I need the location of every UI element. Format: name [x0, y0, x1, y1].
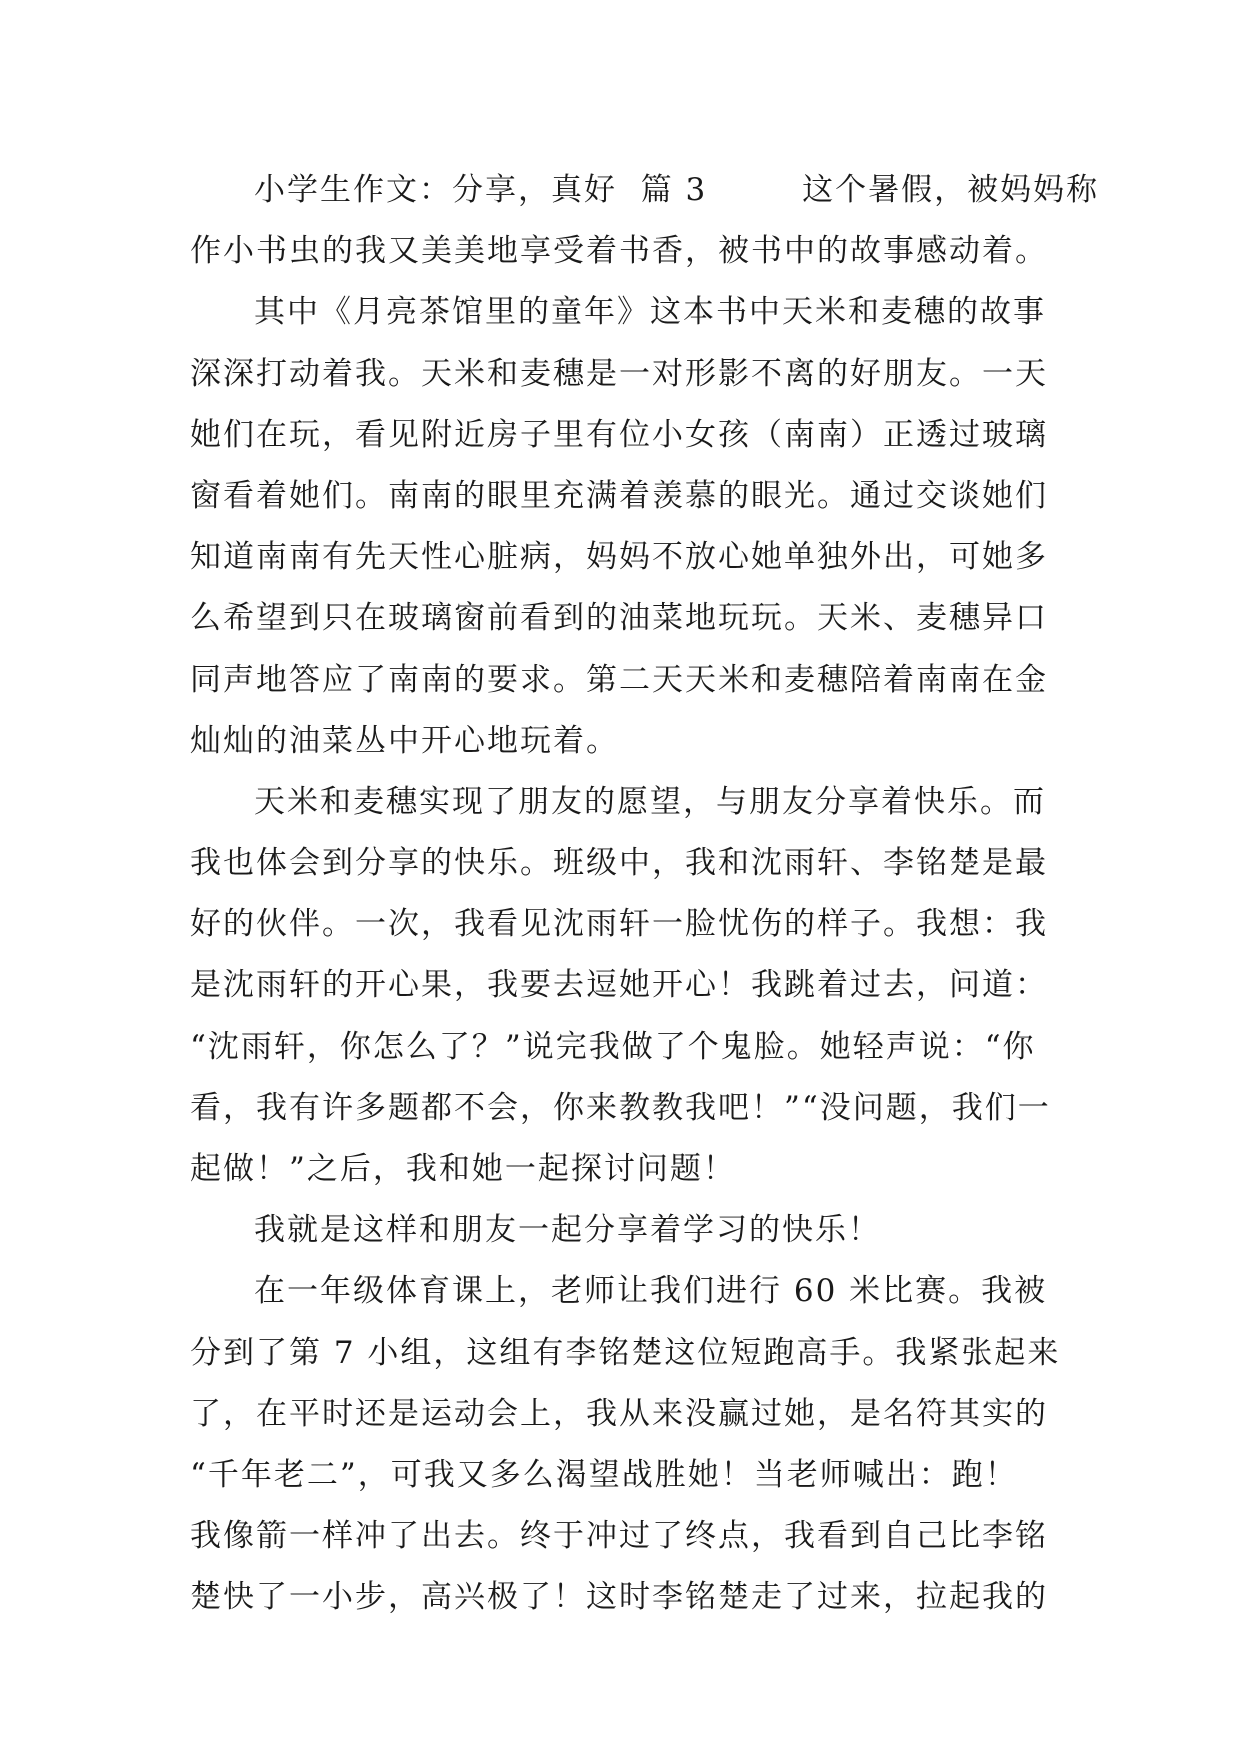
text-line: 小学生作文：分享，真好 篇 3 这个暑假，被妈妈称 [254, 172, 1100, 208]
text-line: 在一年级体育课上，老师让我们进行 60 米比赛。我被 [254, 1273, 1048, 1310]
text-line: 同声地答应了南南的要求。第二天天米和麦穗陪着南南在金 [190, 661, 1048, 698]
text-line: 楚快了一小步，高兴极了！这时李铭楚走了过来，拉起我的 [190, 1579, 1048, 1616]
text-line: 了，在平时还是运动会上，我从来没赢过她，是名符其实的 [190, 1395, 1048, 1432]
text-line: 知道南南有先天性心脏病，妈妈不放心她单独外出，可她多 [190, 539, 1048, 576]
text-line: “沈雨轩，你怎么了？”说完我做了个鬼脸。她轻声说：“你 [190, 1028, 1036, 1065]
text-line: 灿灿的油菜丛中开心地玩着。 [190, 722, 619, 759]
text-line: 好的伙伴。一次，我看见沈雨轩一脸忧伤的样子。我想：我 [190, 906, 1048, 943]
text-line: 是沈雨轩的开心果，我要去逗她开心！我跳着过去，问道： [190, 967, 1048, 1004]
text-line: 起做！”之后，我和她一起探讨问题！ [190, 1151, 736, 1187]
text-line: 作小书虫的我又美美地享受着书香，被书中的故事感动着。 [190, 233, 1048, 270]
text-line: 其中《月亮茶馆里的童年》这本书中天米和麦穗的故事 [254, 294, 1046, 331]
essay-body [190, 160, 1100, 1629]
text-line: “千年老二”，可我又多么渴望战胜她！当老师喊出：跑！ [190, 1456, 1018, 1493]
text-line: 天米和麦穗实现了朋友的愿望，与朋友分享着快乐。而 [254, 783, 1046, 820]
text-line: 么希望到只在玻璃窗前看到的油菜地玩玩。天米、麦穗异口 [190, 600, 1048, 637]
text-line: 她们在玩，看见附近房子里有位小女孩（南南）正透过玻璃 [190, 416, 1048, 453]
text-line: 窗看着她们。南南的眼里充满着羡慕的眼光。通过交谈她们 [190, 477, 1048, 514]
text-line: 分到了第 7 小组，这组有李铭楚这位短跑高手。我紧张起来 [190, 1334, 1061, 1371]
text-line: 我也体会到分享的快乐。班级中，我和沈雨轩、李铭楚是最 [190, 845, 1048, 882]
text-line: 看，我有许多题都不会，你来教教我吧！”“没问题，我们一 [190, 1089, 1051, 1126]
text-line: 深深打动着我。天米和麦穗是一对形影不离的好朋友。一天 [190, 355, 1048, 392]
text-line: 我就是这样和朋友一起分享着学习的快乐！ [254, 1212, 881, 1249]
text-line: 我像箭一样冲了出去。终于冲过了终点，我看到自己比李铭 [190, 1518, 1048, 1555]
